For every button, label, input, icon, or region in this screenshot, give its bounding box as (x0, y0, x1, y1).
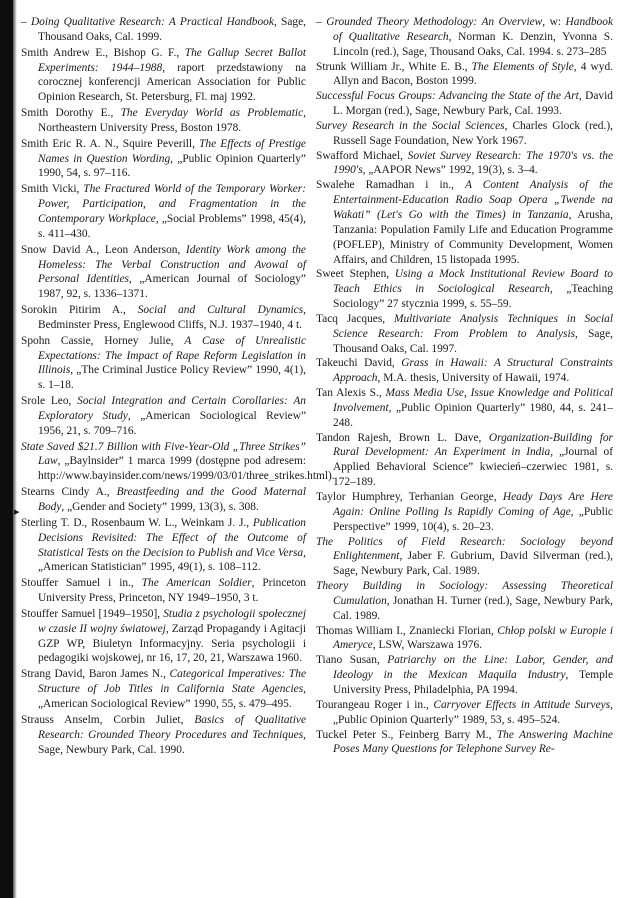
bibliography-entry (21, 667, 306, 712)
entry-title: Basics of Qualitative Research: Grounded Theory Procedures and Techniques (38, 713, 306, 741)
entry-title: Doing Qualitative Research: A Practical Handbook (30, 16, 274, 28)
entry-text: , Sage, Thousand Oaks, Cal. 1997. (333, 327, 613, 355)
entry-text: Tiano Susan, (316, 654, 388, 667)
bibliography-right-column (316, 15, 613, 757)
entry-text: , Sage, Thousand Oaks, Cal. 1999. (38, 16, 307, 43)
bibliography-entry (21, 713, 306, 758)
entry-text: , 4 wyd. Allyn and Bacon, Boston 1999. (333, 60, 613, 88)
entry-title: Social Integration and Certain Corollaries: An Exploratory Study (38, 395, 307, 422)
entry-text: , Zarząd Propagandy i Agitacji GZP WP, Biuletyn Informacyjny. Seria psychologii i pedagogiki wojskowej, nr 16, 17, 20, 21, Warszawa 1960. (38, 622, 306, 665)
entry-text: Tan Alexis S., (316, 387, 386, 400)
entry-text: Sorokin Pitirim A., (21, 304, 138, 317)
bibliography-entry (316, 60, 613, 90)
entry-text: , „Baylnsider” 1 marca 1999 (dostępne pod adresem: http://www.bayinsider.com/news/1999/03/01/three_strikes.html). (38, 455, 335, 483)
entry-text: Tuckel Peter S., Feinberg Barry M., (316, 728, 497, 741)
bibliography-entry (21, 516, 306, 575)
entry-text: , Norman K. Denzin, Yvonna S. Lincoln (red.), Sage, Thousand Oaks, Cal. 1994. s. 273–285 (333, 30, 613, 58)
entry-title: State Saved $21.7 Billion with Five-Year-Old „Three Strikes” Law (21, 440, 306, 468)
bibliography-entry (21, 303, 306, 333)
entry-text: , „Gender and Society” 1999, 13(3), s. 308. (61, 501, 259, 513)
bibliography-entry (316, 490, 613, 535)
entry-title: The Elements of Style (471, 60, 574, 73)
entry-text: Smith Andrew E., Bishop G. F., (21, 46, 185, 59)
entry-text: , „Public Opinion Quarterly” 1990, 54, s. 97–116. (38, 152, 306, 180)
entry-title: The Politics of Field Research: Sociology beyond Enlightenment (316, 535, 613, 563)
entry-text: , Arusha, Tanzania: Population Family Life and Education Programme (POFLEP), Ministry of Community Development, Women Affairs, and Children, 15 listopada 1995. (333, 208, 614, 266)
bibliography-entry (316, 579, 613, 624)
entry-text: Tourangeau Roger i in., (316, 698, 434, 711)
bibliography-entry (21, 243, 306, 302)
entry-text: , Charles Glock (red.), Russell Sage Foundation, New York 1967. (333, 119, 613, 147)
entry-text: – (21, 16, 31, 28)
entry-text: , raport przedstawiony na corocznej konferencji American Association for Public Opinion Research, St. Petersburg, Fl. maj 1992. (38, 61, 306, 104)
bibliography-entry (21, 15, 306, 45)
bibliography-entry (316, 624, 613, 654)
bibliography-entry (21, 576, 306, 606)
entry-title: The American Soldier (141, 577, 252, 590)
entry-text: Stouffer Samuel i in., (21, 577, 142, 590)
entry-title: Survey Research in the Social Sciences (316, 119, 505, 132)
entry-text: , „Public Opinion Quarterly” 1980, 44, s. 241–248. (333, 401, 613, 429)
entry-title: The Everyday World as Problematic (120, 107, 304, 120)
entry-title: Soviet Survey Research: The 1970's vs. the 1990's (333, 149, 613, 177)
entry-text: Smith Dorothy E., (21, 107, 121, 120)
book-spine-shadow (0, 0, 13, 898)
entry-text: , David L. Morgan (red.), Sage, Newbury Park, Cal. 1993. (333, 90, 613, 118)
entry-text: , „Journal of Applied Behavioral Science” kwiecień–czerwiec 1981, s. 172–189. (333, 446, 613, 489)
bibliography-entry (316, 15, 613, 60)
entry-text: , „Public Perspective” 1999, 10(4), s. 20–23. (333, 505, 613, 533)
bibliography-entry (316, 356, 613, 386)
entry-title: Categorical Imperatives: The Structure of Job Titles in California State Agencies (38, 668, 306, 696)
entry-text: , Northeastern University Press, Boston 1978. (38, 107, 306, 134)
entry-text: Strang David, Baron James N., (21, 668, 170, 681)
bibliography-entry (316, 728, 613, 758)
entry-text: Sweet Stephen, (316, 268, 395, 281)
entry-text: Takeuchi David, (316, 357, 402, 370)
entry-text: , „American Journal of Sociology” 1987, 92, s. 1336–1371. (38, 273, 306, 301)
entry-text: Swalehe Ramadhan i in., (316, 179, 466, 192)
entry-text: , „Teaching Sociology” 27 stycznia 1999, s. 55–59. (333, 283, 613, 311)
entry-title: Carryover Effects in Attitude Surveys (433, 698, 611, 711)
bibliography-entry (316, 119, 613, 149)
entry-title: Using a Mock Institutional Review Board to Teach Ethics in Sociological Research (333, 268, 613, 296)
entry-text: Smith Eric R. A. N., Squire Peverill, (21, 137, 200, 150)
entry-text: , „American Statistician” 1995, 49(1), s. 108–112. (38, 546, 306, 574)
bibliography-entry (21, 182, 306, 241)
entry-title: A Content Analysis of the Entertainment-Education Radio Soap Opera „Twende na Wakati” (Let's Go with the Times) in Tanzania (333, 179, 613, 221)
entry-text: Snow David A., Leon Anderson, (21, 243, 186, 256)
entry-text: , w: (542, 16, 566, 28)
entry-title: Identity Work among the Homeless: The Verbal Construction and Avowal of Personal Identities (38, 243, 306, 286)
entry-title: Multivariate Analysis Techniques in Social Science Research: From Problem to Analysis (333, 312, 613, 340)
entry-title: The Effects of Prestige Names in Question Wording (38, 137, 306, 165)
entry-title: Grass in Hawaii: A Structural Constraints Approach (333, 357, 613, 385)
bibliography-entry (316, 535, 613, 580)
bibliography-entry (316, 386, 613, 431)
entry-text: Stearns Cindy A., (21, 486, 117, 499)
bibliography-entry (21, 137, 306, 182)
bibliography-entry (316, 149, 613, 179)
bibliography-entry (21, 334, 306, 393)
entry-text: , Jaber F. Gubrium, David Silverman (red.), Sage, Newbury Park, Cal. 1989. (333, 550, 613, 578)
entry-text: , „AAPOR News” 1992, 19(3), s. 3–4. (362, 164, 538, 177)
bibliography-entry (21, 607, 306, 666)
bibliography-left-column (21, 15, 335, 758)
entry-text: , „Social Problems” 1998, 45(4), s. 411–430. (38, 212, 306, 240)
entry-text: , Jonathan H. Turner (red.), Sage, Newbury Park, Cal. 1989. (333, 594, 613, 622)
entry-text: , „American Sociological Review” 1990, 55, s. 479–495. (38, 683, 306, 710)
entry-title: Heady Days Are Here Again: Online Polling Is Rapidly Coming of Age (333, 491, 613, 518)
entry-text: , Bedminster Press, Englewood Cliffs, N.J. 1937–1940, 4 t. (38, 304, 306, 331)
bibliography-entry (316, 89, 613, 119)
entry-title: Successful Focus Groups: Advancing the State of the Art (316, 90, 579, 103)
entry-title: Theory Building in Sociology: Assessing Theoretical Cumulation (316, 580, 613, 607)
bibliography-entry (21, 106, 306, 136)
entry-text: Tacq Jacques, (316, 312, 394, 325)
entry-text: , Temple University Press, Philadelphia, PA 1994. (333, 669, 614, 696)
entry-text: , Sage, Newbury Park, Cal. 1990. (38, 728, 306, 756)
bibliography-entry (21, 46, 306, 105)
bibliography-entry (316, 698, 613, 728)
bibliography-entry (316, 431, 613, 490)
margin-mark: ▸ (14, 506, 20, 518)
entry-title: The Gallup Secret Ballot Experiments: 1944–1988 (38, 46, 306, 74)
entry-text: , „Public Opinion Quarterly” 1989, 53, s. 495–524. (333, 698, 614, 726)
entry-text: , LSW, Warszawa 1976. (372, 639, 483, 652)
bibliography-entry (316, 178, 613, 267)
entry-text: , „The Criminal Justice Policy Review” 1990, 4(1), s. 1–18. (38, 364, 306, 392)
entry-text: Tandon Rajesh, Brown L. Dave, (316, 431, 489, 444)
entry-text: Spohn Cassie, Horney Julie, (21, 334, 185, 347)
entry-title: Chłop polski w Europie i Ameryce (333, 624, 613, 652)
entry-text: Stouffer Samuel [1949–1950], (21, 607, 164, 620)
entry-text: Srole Leo, (21, 395, 78, 408)
entry-title: Publication Decisions Revisited: The Effect of the Outcome of Statistical Tests on the Decision to Publish and Vice Versa (38, 516, 306, 559)
bibliography-entry (316, 267, 613, 312)
entry-text: , Princeton University Press, Princeton, NY 1949–1950, 3 t. (38, 577, 306, 605)
entry-title: The Answering Machine Poses Many Questions for Telephone Survey Re- (333, 728, 613, 756)
entry-title: Patriarchy on the Line: Labor, Gender, and Ideology in the Mexican Maquila Industry (333, 654, 613, 682)
bibliography-entry (316, 312, 613, 357)
entry-title: A Case of Unrealistic Expectations: The Impact of Rape Reform Legislation in Illinois (38, 334, 307, 377)
bibliography-entry (21, 485, 306, 515)
entry-title: The Fractured World of the Temporary Worker: Power, Participation, and Fragmentation in the Contemporary Workplace (38, 183, 306, 225)
entry-text: Strunk William Jr., White E. B., (316, 60, 472, 73)
entry-text: – (316, 16, 327, 28)
entry-text: Smith Vicki, (21, 183, 84, 196)
entry-text: Sterling T. D., Rosenbaum W. L., Weinkam J. J., (21, 516, 253, 529)
entry-text: Thomas William I., Znaniecki Florian, (316, 624, 498, 637)
bibliography-entry (316, 653, 613, 698)
entry-title: Grounded Theory Methodology: An Overview (326, 16, 543, 28)
entry-text: , „American Sociological Review” 1956, 21, s. 709–716. (38, 409, 307, 437)
entry-title: Social and Cultural Dynamics (137, 304, 304, 317)
entry-title: Breastfeeding and the Good Maternal Body (38, 486, 306, 513)
entry-title: Mass Media Use, Issue Knowledge and Political Involvement (333, 387, 613, 414)
entry-text: Strauss Anselm, Corbin Juliet, (21, 713, 195, 726)
book-spine-gradient (13, 0, 17, 898)
bibliography-entry (21, 440, 335, 485)
entry-text: Taylor Humphrey, Terhanian George, (316, 491, 503, 503)
entry-title: Studia z psychologii społecznej w czasie II wojny światowej (38, 607, 306, 635)
entry-title: Organization-Building for Rural Development: An Experiment in India (333, 431, 613, 459)
entry-title: Handbook of Qualitative Research (333, 16, 614, 43)
entry-text: , M.A. thesis, University of Hawaii, 1974. (377, 372, 570, 385)
bibliography-entry (21, 394, 306, 439)
entry-text: Swafford Michael, (316, 149, 408, 162)
